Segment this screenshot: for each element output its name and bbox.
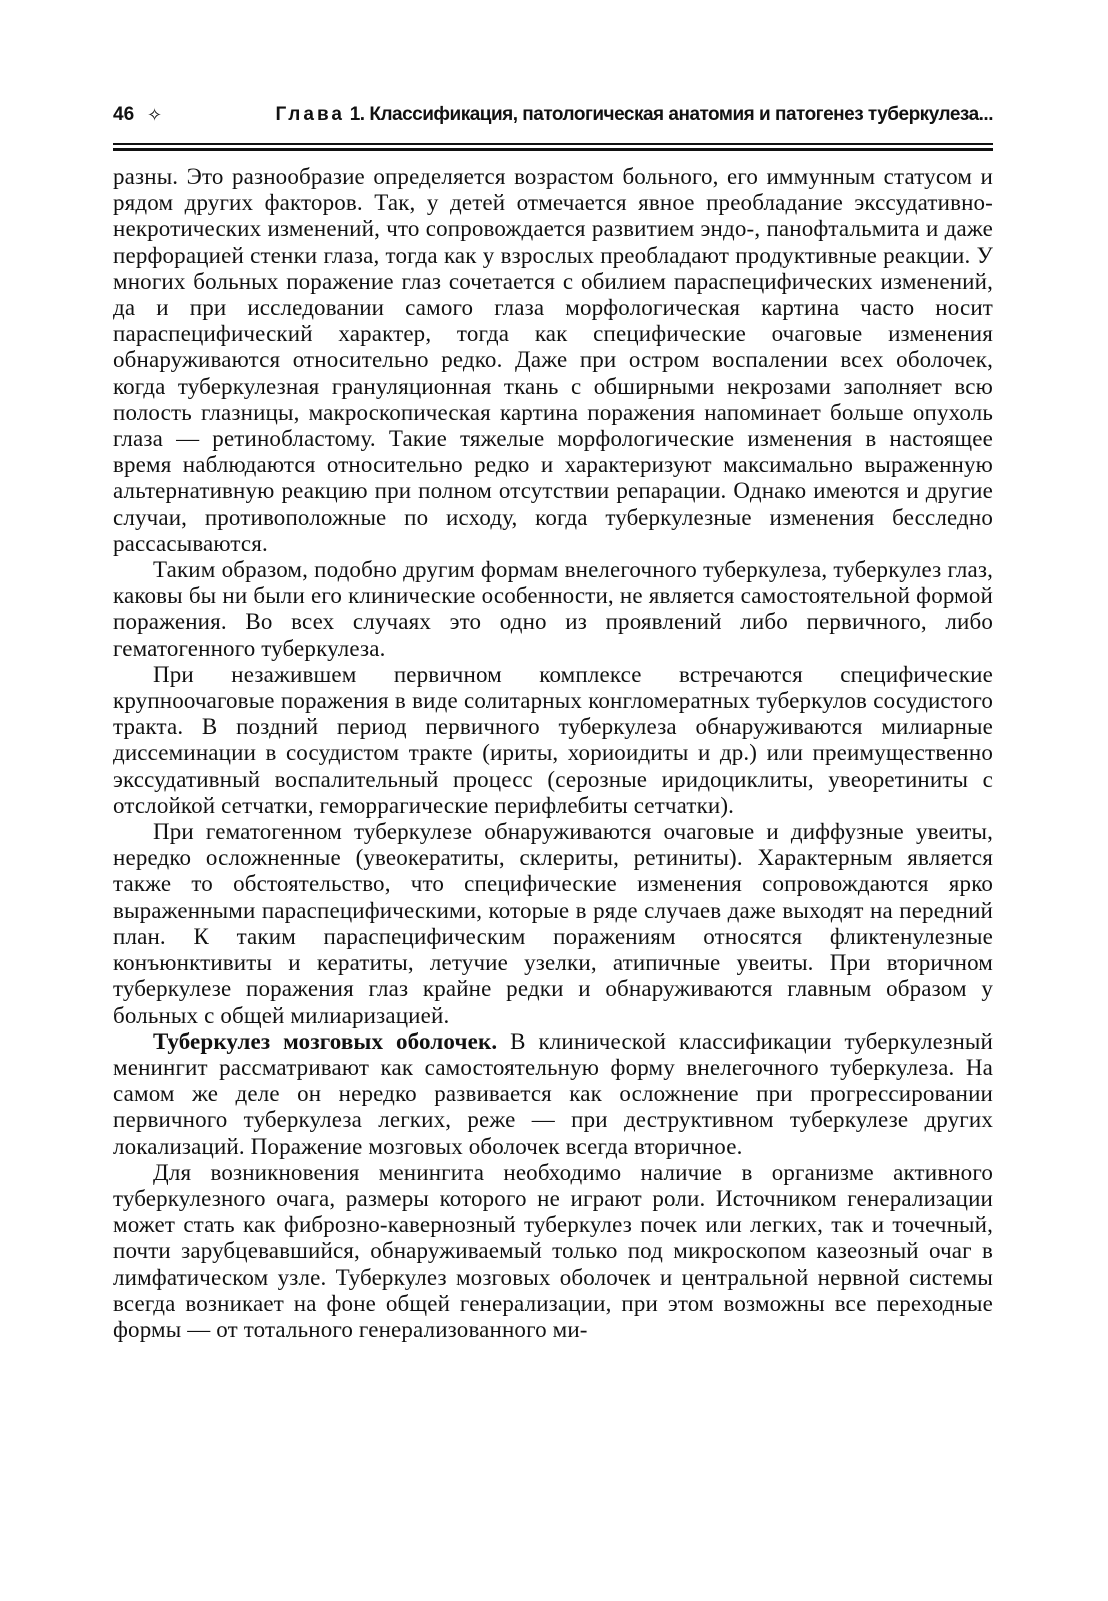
running-header bbox=[113, 100, 993, 130]
paragraph-text: При незажившем первичном комплексе встречаются специфические крупноочаговые поражения в виде солитарных конгломератных туберкулов сосудистого тракта. В поздний период первичного туберкулеза обнаруживаются милиарные диссеминации в сосудистом тракте (ириты, хориоидиты и др.) или преимущественно экссудативный воспалительный процесс (серозные иридоциклиты, увеоретиниты с отслойкой сетчатки, геморрагические перифлебиты сетчатки). bbox=[113, 661, 993, 818]
diamond-ornament-icon: ✧ bbox=[147, 105, 163, 125]
chapter-title: 1. Классификация, патологическая анатомия и патогенез туберкулеза... bbox=[344, 104, 993, 125]
page-number: 46 bbox=[113, 104, 135, 125]
paragraph-text: В клинической классификации туберкулезный менингит рассматривают как самостоятельную форму внелегочного туберкулеза. На самом же деле он нередко развивается как осложнение при прогрессировании первичного туберкулеза легких, реже — при деструктивном туберкулезе других локализаций. Поражение мозговых оболочек всегда вторичное. bbox=[113, 1028, 993, 1159]
paragraph-text: Для возникновения менингита необходимо наличие в организме активного туберкулезного очага, размеры которого не играют роли. Источником генерализации может стать как фиброзно-кавернозный туберкулез почек или легких, так и точечный, почти зарубцевавшийся, обнаруживаемый только под микроскопом казеозный очаг в лимфатическом узле. Туберкулез мозговых оболочек и центральной нервной системы всегда возникает на фоне общей генерализации, при этом возможны все переходные формы — от тотального генерализованного ми- bbox=[113, 1159, 993, 1342]
chapter-word: Глава bbox=[275, 104, 345, 125]
section-heading: Туберкулез мозговых оболочек. bbox=[153, 1028, 498, 1054]
paragraph bbox=[113, 819, 993, 1029]
header-rule-thick bbox=[113, 148, 993, 151]
paragraph bbox=[113, 1160, 993, 1343]
paragraph-with-heading bbox=[113, 1029, 993, 1160]
paragraph-continued bbox=[113, 164, 993, 557]
chapter-running-title bbox=[275, 100, 993, 130]
paragraph bbox=[113, 662, 993, 819]
paragraph-text: разны. Это разнообразие определяется возрастом больного, его иммунным статусом и рядом других факторов. Так, у детей отмечается явное преобладание экссудативно-некротических изменений, что сопровождается развитием эндо-, панофтальмита и даже перфорацией стенки глаза, тогда как у взрослых преобладают продуктивные реакции. У многих больных поражение глаз сочетается с обилием параспецифических изменений, да и при исследовании самого глаза морфологическая картина часто носит параспецифический характер, тогда как специфические очаговые изменения обнаруживаются относительно редко. Даже при остром воспалении всех оболочек, когда туберкулезная грануляционная ткань с обширными некрозами заполняет всю полость глазницы, макроскопическая картина поражения напоминает больше опухоль глаза — ретинобластому. Такие тяжелые морфологические изменения в настоящее время наблюдаются относительно редко и характеризуют максимально выраженную альтернативную реакцию при полном отсутствии репарации. Однако имеются и другие случаи, противоположные по исходу, когда туберкулезные изменения бесследно рассасываются. bbox=[113, 164, 993, 556]
paragraph-text: При гематогенном туберкулезе обнаруживаются очаговые и диффузные увеиты, нередко осложненные (увеокератиты, склериты, ретиниты). Характерным является также то обстоятельство, что специфические изменения сопровождаются ярко выраженными параспецифическими, которые в ряде случаев даже выходят на передний план. К таким параспецифическим поражениям относятся фликтенулезные конъюнктивиты и кератиты, летучие узелки, атипичные увеиты. При вторичном туберкулезе поражения глаз крайне редки и обнаруживаются главным образом у больных с общей милиаризацией. bbox=[113, 819, 993, 1028]
body-text bbox=[113, 164, 993, 1343]
header-rule-thin bbox=[113, 143, 993, 145]
paragraph-text: Таким образом, подобно другим формам внелегочного туберкулеза, туберкулез глаз, каковы бы ни были его клинические особенности, не является самостоятельной формой поражения. Во всех случаях это одно из проявлений либо первичного, либо гематогенного туберкулеза. bbox=[113, 557, 993, 661]
paragraph bbox=[113, 557, 993, 662]
